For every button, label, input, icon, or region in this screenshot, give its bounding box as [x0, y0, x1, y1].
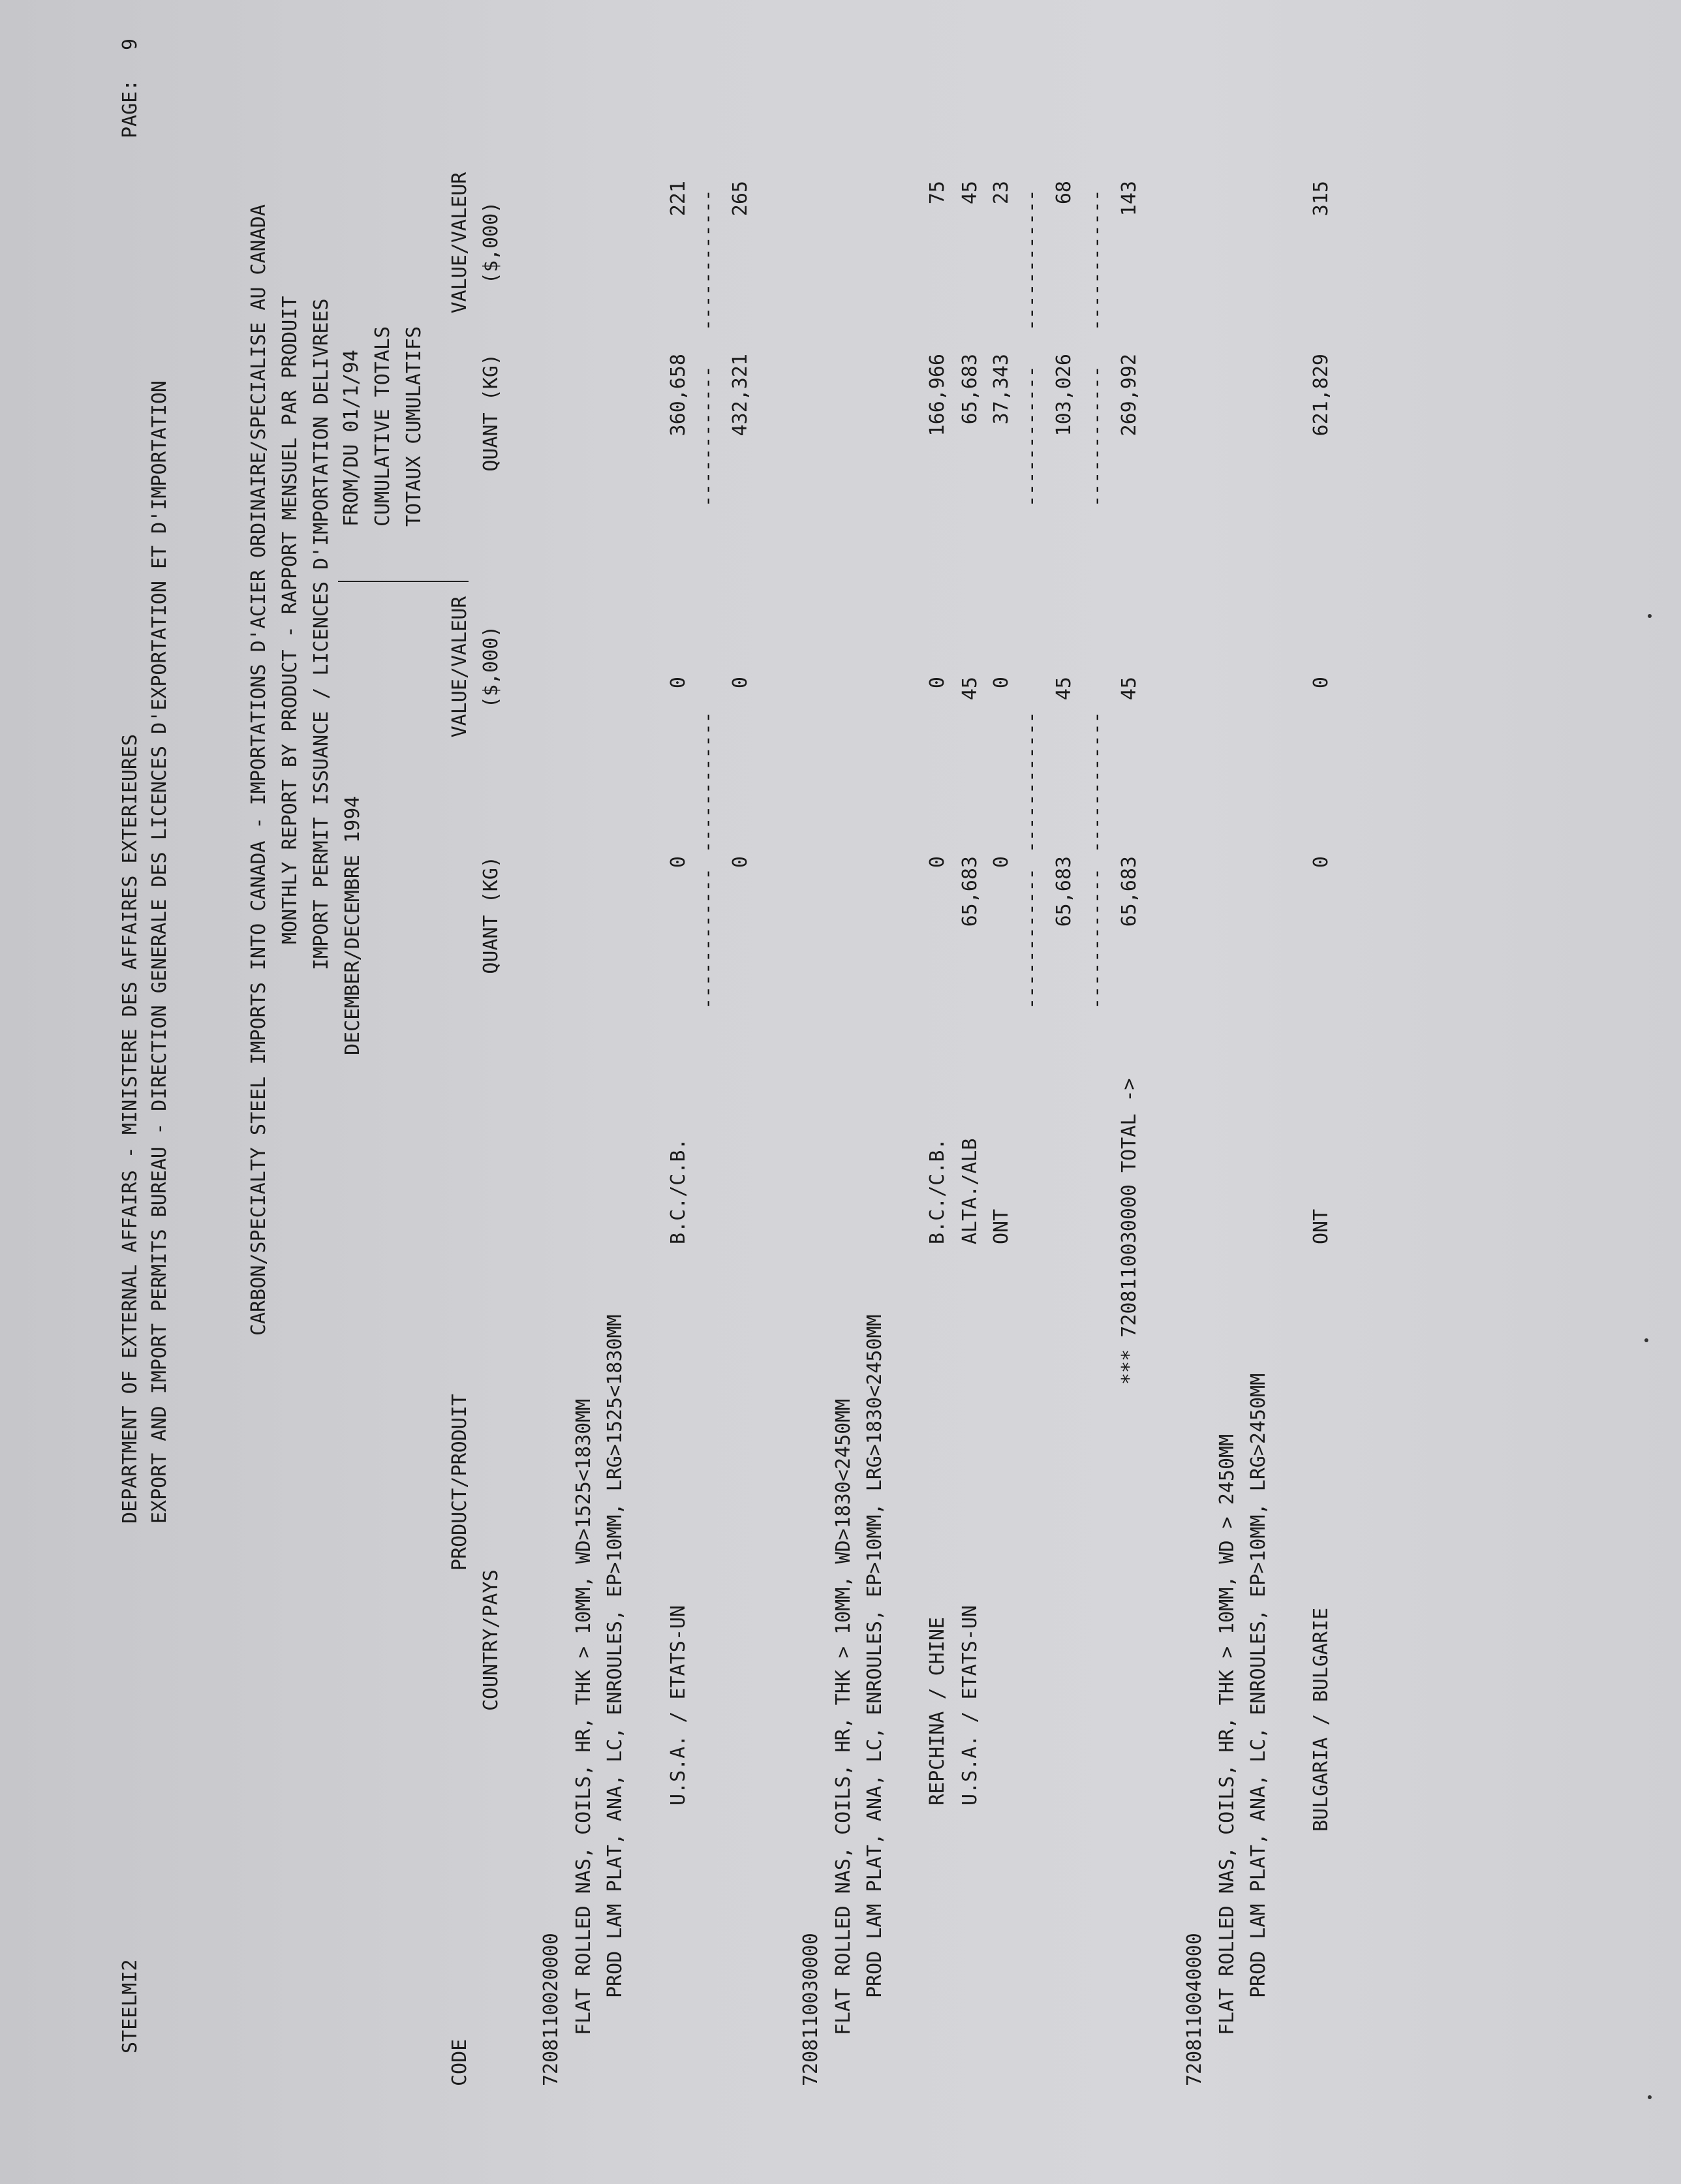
value-value: 0 — [990, 677, 1013, 689]
separator-line: ------------ — [1020, 189, 1043, 331]
column-cum-value: VALUE/VALEUR — [448, 172, 471, 314]
cum-value-value: 45 — [959, 181, 981, 205]
title-line-2: MONTHLY REPORT BY PRODUCT - RAPPORT MENSUEL PAR PRODUIT — [279, 296, 301, 944]
cum-quant-value: 65,683 — [959, 354, 981, 425]
cum-quant-value: 166,966 — [926, 354, 949, 437]
separator-line: ------------ — [1020, 868, 1043, 1009]
report-id: STEELMI2 — [119, 1959, 142, 2053]
separator-line: ------------ — [1085, 711, 1108, 853]
product-description-fr: PROD LAM PLAT, ANA, LC, ENROULES, EP>10MM, LRG>1525<1830MM — [604, 1314, 626, 1998]
subtotal-quant: 0 — [729, 856, 752, 869]
total-label: *** 7208110030000 TOTAL -> — [1118, 1078, 1141, 1385]
value-value: 45 — [959, 677, 981, 701]
province: B.C./C.B. — [667, 1138, 690, 1244]
province: B.C./C.B. — [926, 1138, 949, 1244]
column-cum-quant: QUANT (KG) — [480, 354, 502, 472]
column-code: CODE — [448, 2038, 471, 2086]
scan-speck — [1648, 2095, 1652, 2099]
totaux-cumulatifs: TOTAUX CUMULATIFS — [403, 326, 425, 527]
country: REPCHINA / CHINE — [926, 1617, 949, 1806]
cum-value-value: 23 — [990, 181, 1013, 205]
product-description-en: FLAT ROLLED NAS, COILS, HR, THK > 10MM, WD>1830<2450MM — [832, 1398, 855, 2035]
title-line-3: IMPORT PERMIT ISSUANCE / LICENCES D'IMPORTATION DELIVREES — [310, 298, 333, 970]
cum-value-value: 75 — [926, 181, 949, 205]
page-number: 9 — [119, 38, 142, 50]
total-value: 45 — [1118, 677, 1141, 701]
bureau-line: EXPORT AND IMPORT PERMITS BUREAU - DIRECTION GENERALE DES LICENCES D'EXPORTATION ET D'IMPORTATION — [148, 380, 171, 1524]
country: BULGARIA / BULGARIE — [1310, 1607, 1333, 1832]
column-country: COUNTRY/PAYS — [480, 1569, 502, 1711]
cumulative-totals: CUMULATIVE TOTALS — [371, 326, 394, 527]
scan-speck — [1644, 1338, 1648, 1342]
separator-line: ------------ — [696, 868, 719, 1009]
total-quant: 65,683 — [1118, 856, 1141, 927]
page-label: PAGE: — [119, 79, 142, 138]
scan-speck — [1648, 614, 1652, 618]
product-description-fr: PROD LAM PLAT, ANA, LC, ENROULES, EP>10MM, LRG>2450MM — [1247, 1373, 1270, 1998]
separator-line: ------------ — [1085, 189, 1108, 331]
subtotal-value: 45 — [1053, 677, 1075, 701]
column-value: VALUE/VALEUR — [448, 596, 471, 738]
column-product: PRODUCT/PRODUIT — [448, 1394, 471, 1571]
total-cum-quant: 269,992 — [1118, 354, 1141, 437]
column-cum-value-unit: ($,000) — [480, 201, 502, 285]
column-divider — [338, 581, 469, 582]
province: ALTA./ALB — [959, 1138, 981, 1244]
subtotal-cum-quant: 103,026 — [1053, 354, 1075, 437]
quant-value: 0 — [667, 856, 690, 869]
separator-line: ------------ — [1020, 711, 1043, 853]
country: U.S.A. / ETATS-UN — [667, 1605, 690, 1806]
cumulative-from: FROM/DU 01/1/94 — [340, 350, 363, 527]
subtotal-cum-quant: 432,321 — [729, 354, 752, 437]
quant-value: 0 — [1310, 856, 1333, 869]
cum-quant-value: 621,829 — [1310, 354, 1333, 437]
quant-value: 0 — [926, 856, 949, 869]
product-description-fr: PROD LAM PLAT, ANA, LC, ENROULES, EP>10MM, LRG>1830<2450MM — [863, 1314, 886, 1998]
department-line: DEPARTMENT OF EXTERNAL AFFAIRS - MINISTERE DES AFFAIRES EXTERIEURES — [119, 733, 142, 1524]
separator-line: ------------ — [696, 711, 719, 853]
value-value: 0 — [926, 677, 949, 689]
separator-line: ------------ — [696, 365, 719, 507]
cum-quant-value: 360,658 — [667, 354, 690, 437]
separator-line: ------------ — [1085, 365, 1108, 507]
product-code: 7208110030000 — [799, 1933, 822, 2086]
column-value-unit: ($,000) — [480, 625, 502, 709]
quant-value: 0 — [990, 856, 1013, 869]
subtotal-cum-value: 265 — [729, 181, 752, 217]
cum-value-value: 315 — [1310, 181, 1333, 217]
cum-value-value: 221 — [667, 181, 690, 217]
separator-line: ------------ — [1085, 868, 1108, 1009]
separator-line: ------------ — [696, 189, 719, 331]
value-value: 0 — [1310, 677, 1333, 689]
quant-value: 65,683 — [959, 856, 981, 927]
product-description-en: FLAT ROLLED NAS, COILS, HR, THK > 10MM, WD > 2450MM — [1216, 1434, 1239, 2035]
country: U.S.A. / ETATS-UN — [959, 1605, 981, 1806]
province: ONT — [990, 1208, 1013, 1244]
value-value: 0 — [667, 677, 690, 689]
subtotal-quant: 65,683 — [1053, 856, 1075, 927]
title-line-4: DECEMBER/DECEMBRE 1994 — [341, 795, 364, 1055]
title-line-1: CARBON/SPECIALTY STEEL IMPORTS INTO CANADA - IMPORTATIONS D'ACIER ORDINAIRE/SPECIALISE AU CANADA — [247, 204, 270, 1336]
column-quant: QUANT (KG) — [480, 856, 502, 974]
product-code: 7208110020000 — [540, 1933, 563, 2086]
product-description-en: FLAT ROLLED NAS, COILS, HR, THK > 10MM, WD>1525<1830MM — [572, 1398, 595, 2035]
cum-quant-value: 37,343 — [990, 354, 1013, 425]
total-cum-value: 143 — [1118, 181, 1141, 217]
subtotal-cum-value: 68 — [1053, 181, 1075, 205]
product-code: 7208110040000 — [1183, 1933, 1206, 2086]
separator-line: ------------ — [1020, 365, 1043, 507]
province: ONT — [1310, 1208, 1333, 1244]
subtotal-value: 0 — [729, 677, 752, 689]
